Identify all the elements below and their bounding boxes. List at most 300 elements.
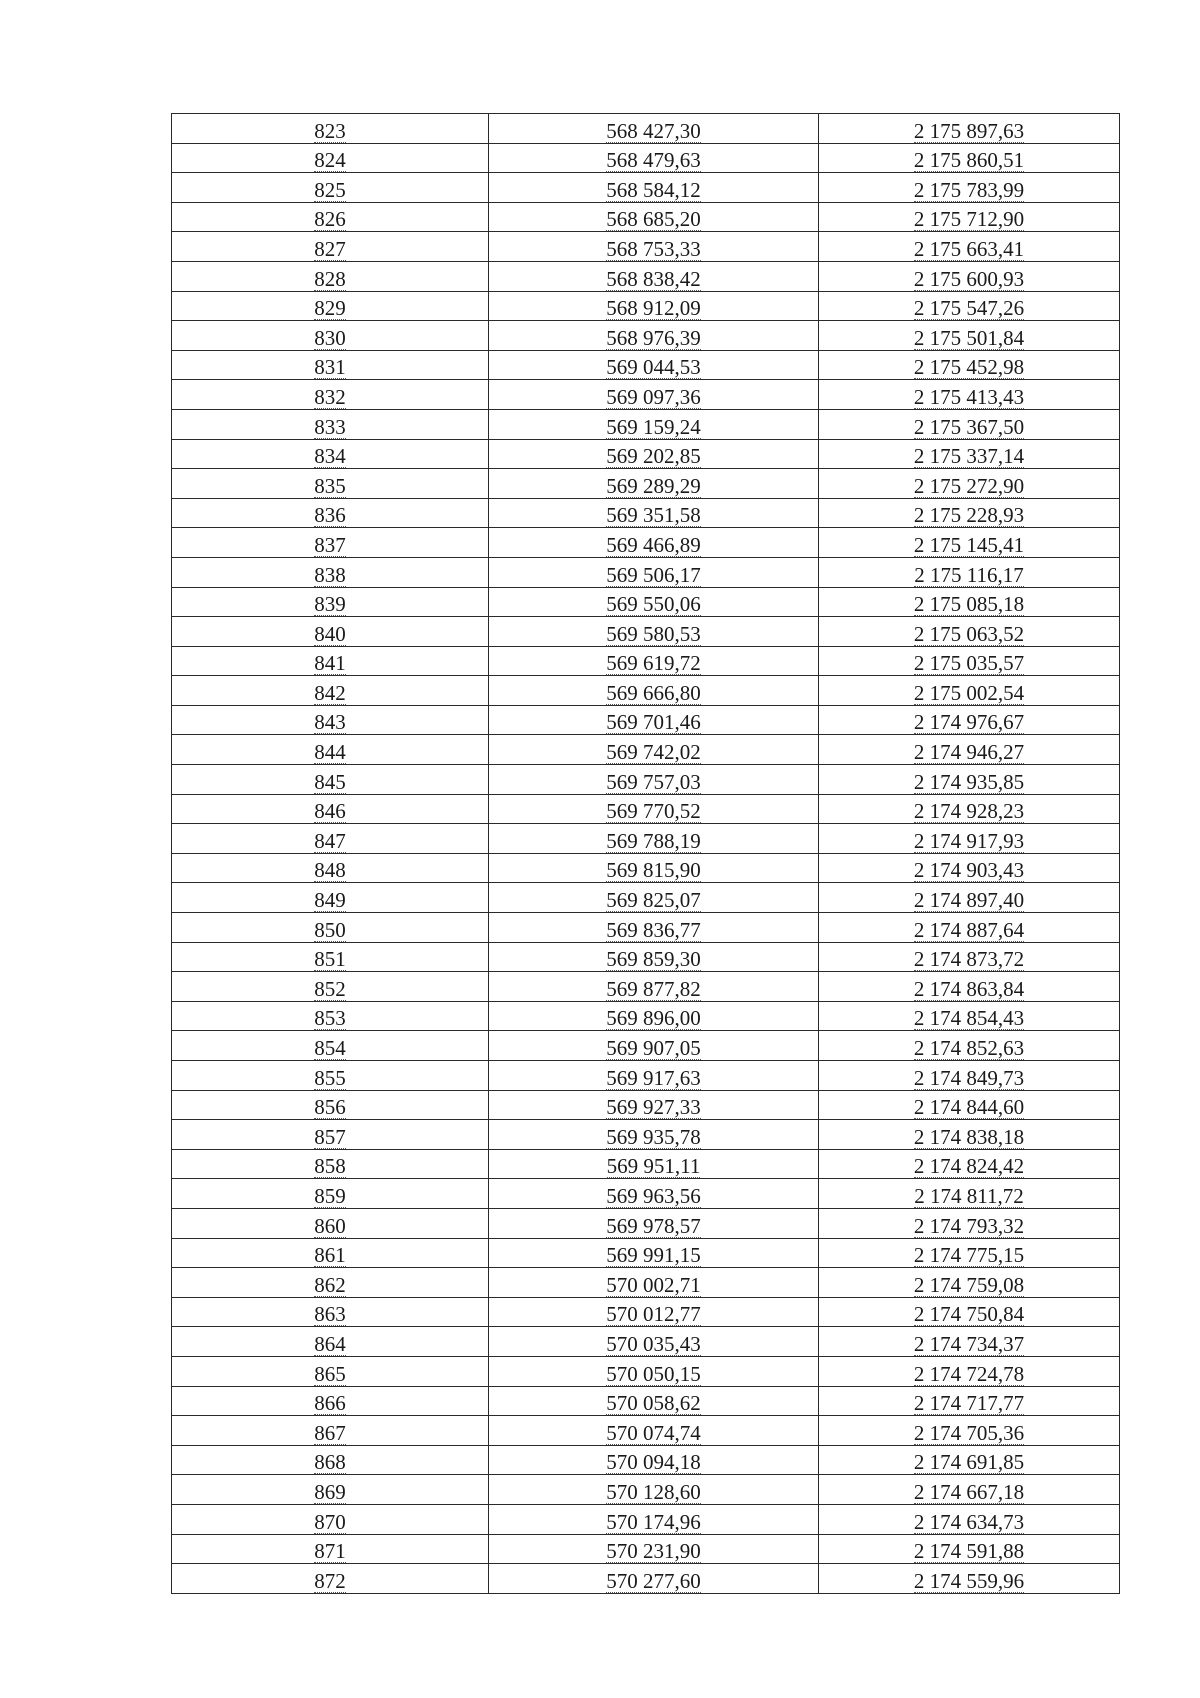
cell-value: 569 580,53	[606, 621, 701, 646]
cell-value: 844	[314, 740, 346, 765]
table-row	[172, 735, 1120, 765]
cell-value: 569 097,36	[606, 384, 701, 409]
x-coordinate-cell	[489, 439, 819, 469]
cell-value: 570 277,60	[606, 1568, 701, 1593]
cell-value: 2 174 897,40	[913, 888, 1025, 913]
coordinates-table	[171, 113, 1120, 1594]
table-row	[172, 1149, 1120, 1179]
cell-value: 837	[314, 532, 346, 557]
cell-value: 2 175 272,90	[913, 473, 1025, 498]
y-coordinate-cell	[819, 202, 1120, 232]
cell-value: 2 175 085,18	[913, 592, 1025, 617]
table-row	[172, 972, 1120, 1002]
point-number-cell	[172, 1297, 489, 1327]
x-coordinate-cell	[489, 705, 819, 735]
point-number-cell	[172, 1179, 489, 1209]
x-coordinate-cell	[489, 913, 819, 943]
cell-value: 570 035,43	[606, 1331, 701, 1356]
cell-value: 2 174 559,96	[913, 1568, 1025, 1593]
x-coordinate-cell	[489, 1120, 819, 1150]
point-number-cell	[172, 380, 489, 410]
y-coordinate-cell	[819, 1238, 1120, 1268]
cell-value: 2 175 783,99	[913, 177, 1025, 202]
x-coordinate-cell	[489, 202, 819, 232]
cell-value: 569 550,06	[606, 592, 701, 617]
point-number-cell	[172, 1327, 489, 1357]
cell-value: 568 427,30	[606, 118, 701, 143]
cell-value: 840	[314, 621, 346, 646]
point-number-cell	[172, 646, 489, 676]
x-coordinate-cell	[489, 883, 819, 913]
x-coordinate-cell	[489, 1031, 819, 1061]
cell-value: 2 174 717,77	[913, 1391, 1025, 1416]
cell-value: 2 174 824,42	[913, 1154, 1025, 1179]
x-coordinate-cell	[489, 1268, 819, 1298]
cell-value: 828	[314, 266, 346, 291]
point-number-cell	[172, 143, 489, 173]
cell-value: 569 836,77	[606, 917, 701, 942]
cell-value: 843	[314, 710, 346, 735]
table-row	[172, 1445, 1120, 1475]
point-number-cell	[172, 557, 489, 587]
point-number-cell	[172, 617, 489, 647]
point-number-cell	[172, 1061, 489, 1091]
y-coordinate-cell	[819, 1179, 1120, 1209]
cell-value: 2 174 852,63	[913, 1036, 1025, 1060]
point-number-cell	[172, 1238, 489, 1268]
y-coordinate-cell	[819, 439, 1120, 469]
cell-value: 866	[314, 1391, 346, 1416]
table-row	[172, 202, 1120, 232]
cell-value: 835	[314, 473, 346, 498]
cell-value: 2 175 145,41	[913, 532, 1025, 557]
x-coordinate-cell	[489, 972, 819, 1002]
cell-value: 2 174 917,93	[913, 828, 1025, 853]
cell-value: 855	[314, 1065, 346, 1090]
x-coordinate-cell	[489, 1179, 819, 1209]
cell-value: 2 175 860,51	[913, 148, 1025, 173]
table-row	[172, 1504, 1120, 1534]
x-coordinate-cell	[489, 528, 819, 558]
cell-value: 854	[314, 1036, 346, 1060]
table-row	[172, 1179, 1120, 1209]
y-coordinate-cell	[819, 853, 1120, 883]
x-coordinate-cell	[489, 1297, 819, 1327]
point-number-cell	[172, 261, 489, 291]
cell-value: 569 466,89	[606, 532, 701, 557]
cell-value: 2 174 863,84	[913, 976, 1025, 1001]
cell-value: 568 685,20	[606, 207, 701, 232]
table-row	[172, 942, 1120, 972]
cell-value: 570 002,71	[606, 1272, 701, 1297]
point-number-cell	[172, 1356, 489, 1386]
cell-value: 568 912,09	[606, 296, 701, 321]
cell-value: 569 859,30	[606, 947, 701, 972]
table-row	[172, 1475, 1120, 1505]
cell-value: 2 175 116,17	[914, 562, 1024, 587]
point-number-cell	[172, 853, 489, 883]
x-coordinate-cell	[489, 261, 819, 291]
y-coordinate-cell	[819, 114, 1120, 144]
cell-value: 2 174 946,27	[913, 740, 1025, 765]
cell-value: 859	[314, 1183, 346, 1208]
table-row	[172, 1238, 1120, 1268]
x-coordinate-cell	[489, 617, 819, 647]
cell-value: 2 174 691,85	[913, 1450, 1025, 1475]
coordinates-table-body	[172, 114, 1120, 1594]
table-row	[172, 1534, 1120, 1564]
cell-value: 2 174 811,72	[914, 1183, 1024, 1208]
cell-value: 569 757,03	[606, 769, 701, 794]
table-row	[172, 261, 1120, 291]
y-coordinate-cell	[819, 1386, 1120, 1416]
cell-value: 2 175 002,54	[913, 680, 1025, 705]
x-coordinate-cell	[489, 587, 819, 617]
y-coordinate-cell	[819, 972, 1120, 1002]
cell-value: 838	[314, 562, 346, 587]
cell-value: 2 175 452,98	[913, 355, 1025, 380]
point-number-cell	[172, 202, 489, 232]
x-coordinate-cell	[489, 1149, 819, 1179]
cell-value: 841	[314, 651, 346, 676]
cell-value: 569 701,46	[606, 710, 701, 735]
table-row	[172, 1268, 1120, 1298]
cell-value: 2 175 600,93	[913, 266, 1025, 291]
cell-value: 569 917,63	[606, 1065, 701, 1090]
point-number-cell	[172, 972, 489, 1002]
point-number-cell	[172, 291, 489, 321]
x-coordinate-cell	[489, 409, 819, 439]
cell-value: 2 174 705,36	[913, 1420, 1025, 1445]
y-coordinate-cell	[819, 528, 1120, 558]
x-coordinate-cell	[489, 1208, 819, 1238]
table-row	[172, 1120, 1120, 1150]
table-row	[172, 646, 1120, 676]
cell-value: 2 175 663,41	[913, 236, 1025, 261]
y-coordinate-cell	[819, 1297, 1120, 1327]
table-row	[172, 883, 1120, 913]
cell-value: 2 174 844,60	[913, 1095, 1025, 1120]
cell-value: 839	[314, 592, 346, 617]
point-number-cell	[172, 1475, 489, 1505]
point-number-cell	[172, 794, 489, 824]
table-row	[172, 469, 1120, 499]
cell-value: 2 175 367,50	[913, 414, 1025, 439]
y-coordinate-cell	[819, 676, 1120, 706]
y-coordinate-cell	[819, 1031, 1120, 1061]
cell-value: 570 058,62	[606, 1391, 701, 1416]
cell-value: 569 935,78	[606, 1124, 701, 1149]
cell-value: 857	[314, 1124, 346, 1149]
y-coordinate-cell	[819, 794, 1120, 824]
point-number-cell	[172, 1564, 489, 1594]
cell-value: 858	[314, 1154, 346, 1179]
point-number-cell	[172, 587, 489, 617]
cell-value: 2 175 897,63	[913, 118, 1025, 143]
y-coordinate-cell	[819, 1268, 1120, 1298]
y-coordinate-cell	[819, 705, 1120, 735]
table-row	[172, 1297, 1120, 1327]
y-coordinate-cell	[819, 1208, 1120, 1238]
y-coordinate-cell	[819, 1445, 1120, 1475]
cell-value: 832	[314, 384, 346, 409]
cell-value: 569 991,15	[606, 1243, 701, 1268]
cell-value: 2 175 228,93	[913, 503, 1025, 528]
cell-value: 2 174 873,72	[913, 947, 1025, 972]
table-row	[172, 705, 1120, 735]
table-row	[172, 913, 1120, 943]
table-row	[172, 498, 1120, 528]
cell-value: 569 619,72	[606, 651, 701, 676]
table-row	[172, 321, 1120, 351]
point-number-cell	[172, 173, 489, 203]
cell-value: 860	[314, 1213, 346, 1238]
cell-value: 569 825,07	[606, 888, 701, 913]
y-coordinate-cell	[819, 913, 1120, 943]
cell-value: 568 838,42	[606, 266, 701, 291]
cell-value: 570 231,90	[606, 1539, 701, 1564]
table-row	[172, 409, 1120, 439]
y-coordinate-cell	[819, 1356, 1120, 1386]
cell-value: 2 174 759,08	[913, 1272, 1025, 1297]
table-row	[172, 143, 1120, 173]
y-coordinate-cell	[819, 261, 1120, 291]
cell-value: 2 174 591,88	[913, 1539, 1025, 1564]
cell-value: 827	[314, 236, 346, 261]
point-number-cell	[172, 705, 489, 735]
cell-value: 2 175 712,90	[913, 207, 1025, 232]
cell-value: 568 976,39	[606, 325, 701, 350]
cell-value: 570 074,74	[606, 1420, 701, 1445]
table-row	[172, 350, 1120, 380]
x-coordinate-cell	[489, 557, 819, 587]
point-number-cell	[172, 1001, 489, 1031]
cell-value: 869	[314, 1479, 346, 1504]
x-coordinate-cell	[489, 646, 819, 676]
table-row	[172, 676, 1120, 706]
x-coordinate-cell	[489, 824, 819, 854]
y-coordinate-cell	[819, 1416, 1120, 1446]
table-row	[172, 291, 1120, 321]
table-row	[172, 232, 1120, 262]
table-row	[172, 528, 1120, 558]
y-coordinate-cell	[819, 173, 1120, 203]
table-row	[172, 1001, 1120, 1031]
x-coordinate-cell	[489, 853, 819, 883]
table-row	[172, 765, 1120, 795]
y-coordinate-cell	[819, 557, 1120, 587]
cell-value: 570 050,15	[606, 1361, 701, 1386]
cell-value: 569 927,33	[606, 1095, 701, 1120]
cell-value: 2 175 413,43	[913, 384, 1025, 409]
table-row	[172, 439, 1120, 469]
cell-value: 861	[314, 1243, 346, 1268]
cell-value: 570 174,96	[606, 1509, 701, 1534]
table-row	[172, 617, 1120, 647]
table-row	[172, 1416, 1120, 1446]
cell-value: 862	[314, 1272, 346, 1297]
x-coordinate-cell	[489, 1001, 819, 1031]
cell-value: 2 174 634,73	[913, 1509, 1025, 1534]
y-coordinate-cell	[819, 1534, 1120, 1564]
cell-value: 2 174 793,32	[913, 1213, 1025, 1238]
x-coordinate-cell	[489, 1327, 819, 1357]
point-number-cell	[172, 232, 489, 262]
y-coordinate-cell	[819, 587, 1120, 617]
x-coordinate-cell	[489, 114, 819, 144]
table-row	[172, 587, 1120, 617]
x-coordinate-cell	[489, 350, 819, 380]
cell-value: 870	[314, 1509, 346, 1534]
x-coordinate-cell	[489, 143, 819, 173]
point-number-cell	[172, 1149, 489, 1179]
x-coordinate-cell	[489, 765, 819, 795]
point-number-cell	[172, 321, 489, 351]
cell-value: 868	[314, 1450, 346, 1475]
cell-value: 846	[314, 799, 346, 824]
table-row	[172, 1061, 1120, 1091]
cell-value: 826	[314, 207, 346, 232]
cell-value: 2 174 775,15	[913, 1243, 1025, 1268]
cell-value: 831	[314, 355, 346, 380]
y-coordinate-cell	[819, 646, 1120, 676]
y-coordinate-cell	[819, 1475, 1120, 1505]
cell-value: 2 175 035,57	[913, 651, 1025, 676]
x-coordinate-cell	[489, 291, 819, 321]
y-coordinate-cell	[819, 350, 1120, 380]
y-coordinate-cell	[819, 765, 1120, 795]
cell-value: 2 174 976,67	[913, 710, 1025, 735]
y-coordinate-cell	[819, 291, 1120, 321]
table-row	[172, 1090, 1120, 1120]
cell-value: 569 978,57	[606, 1213, 701, 1238]
cell-value: 570 128,60	[606, 1479, 701, 1504]
cell-value: 856	[314, 1095, 346, 1120]
cell-value: 825	[314, 177, 346, 202]
cell-value: 863	[314, 1302, 346, 1327]
cell-value: 852	[314, 976, 346, 1001]
y-coordinate-cell	[819, 942, 1120, 972]
point-number-cell	[172, 409, 489, 439]
x-coordinate-cell	[489, 1445, 819, 1475]
y-coordinate-cell	[819, 1564, 1120, 1594]
cell-value: 569 951,11	[606, 1154, 701, 1179]
y-coordinate-cell	[819, 498, 1120, 528]
y-coordinate-cell	[819, 409, 1120, 439]
cell-value: 569 896,00	[606, 1006, 701, 1031]
table-row	[172, 1356, 1120, 1386]
cell-value: 569 159,24	[606, 414, 701, 439]
y-coordinate-cell	[819, 321, 1120, 351]
y-coordinate-cell	[819, 380, 1120, 410]
cell-value: 568 753,33	[606, 236, 701, 261]
cell-value: 569 742,02	[606, 740, 701, 765]
cell-value: 850	[314, 917, 346, 942]
cell-value: 2 174 734,37	[913, 1331, 1025, 1356]
cell-value: 570 012,77	[606, 1302, 701, 1327]
y-coordinate-cell	[819, 735, 1120, 765]
point-number-cell	[172, 114, 489, 144]
y-coordinate-cell	[819, 1504, 1120, 1534]
cell-value: 867	[314, 1420, 346, 1445]
cell-value: 847	[314, 828, 346, 853]
table-row	[172, 173, 1120, 203]
cell-value: 872	[314, 1568, 346, 1593]
cell-value: 569 963,56	[606, 1183, 701, 1208]
cell-value: 2 174 750,84	[913, 1302, 1025, 1327]
point-number-cell	[172, 1386, 489, 1416]
table-row	[172, 824, 1120, 854]
cell-value: 2 174 667,18	[913, 1479, 1025, 1504]
point-number-cell	[172, 439, 489, 469]
cell-value: 2 174 887,64	[913, 917, 1025, 942]
y-coordinate-cell	[819, 143, 1120, 173]
cell-value: 2 174 838,18	[913, 1124, 1025, 1149]
point-number-cell	[172, 676, 489, 706]
point-number-cell	[172, 1208, 489, 1238]
cell-value: 569 877,82	[606, 976, 701, 1001]
point-number-cell	[172, 498, 489, 528]
x-coordinate-cell	[489, 676, 819, 706]
y-coordinate-cell	[819, 1001, 1120, 1031]
point-number-cell	[172, 1534, 489, 1564]
x-coordinate-cell	[489, 321, 819, 351]
cell-value: 569 788,19	[606, 828, 701, 853]
x-coordinate-cell	[489, 1534, 819, 1564]
y-coordinate-cell	[819, 232, 1120, 262]
cell-value: 833	[314, 414, 346, 439]
x-coordinate-cell	[489, 735, 819, 765]
cell-value: 569 815,90	[606, 858, 701, 883]
y-coordinate-cell	[819, 617, 1120, 647]
cell-value: 2 175 547,26	[913, 296, 1025, 321]
cell-value: 2 174 724,78	[913, 1361, 1025, 1386]
point-number-cell	[172, 1090, 489, 1120]
table-row	[172, 794, 1120, 824]
cell-value: 569 666,80	[606, 680, 701, 705]
x-coordinate-cell	[489, 794, 819, 824]
cell-value: 834	[314, 444, 346, 469]
x-coordinate-cell	[489, 173, 819, 203]
cell-value: 830	[314, 325, 346, 350]
cell-value: 2 174 935,85	[913, 769, 1025, 794]
y-coordinate-cell	[819, 1090, 1120, 1120]
cell-value: 2 175 337,14	[913, 444, 1025, 469]
x-coordinate-cell	[489, 942, 819, 972]
point-number-cell	[172, 942, 489, 972]
y-coordinate-cell	[819, 1327, 1120, 1357]
cell-value: 871	[314, 1539, 346, 1564]
y-coordinate-cell	[819, 1120, 1120, 1150]
cell-value: 2 174 849,73	[913, 1065, 1025, 1090]
point-number-cell	[172, 350, 489, 380]
table-row	[172, 1031, 1120, 1061]
cell-value: 865	[314, 1361, 346, 1386]
point-number-cell	[172, 1031, 489, 1061]
x-coordinate-cell	[489, 1416, 819, 1446]
cell-value: 829	[314, 296, 346, 321]
point-number-cell	[172, 913, 489, 943]
point-number-cell	[172, 735, 489, 765]
cell-value: 848	[314, 858, 346, 883]
point-number-cell	[172, 1416, 489, 1446]
point-number-cell	[172, 469, 489, 499]
point-number-cell	[172, 1120, 489, 1150]
point-number-cell	[172, 1268, 489, 1298]
x-coordinate-cell	[489, 380, 819, 410]
cell-value: 824	[314, 148, 346, 173]
x-coordinate-cell	[489, 1386, 819, 1416]
